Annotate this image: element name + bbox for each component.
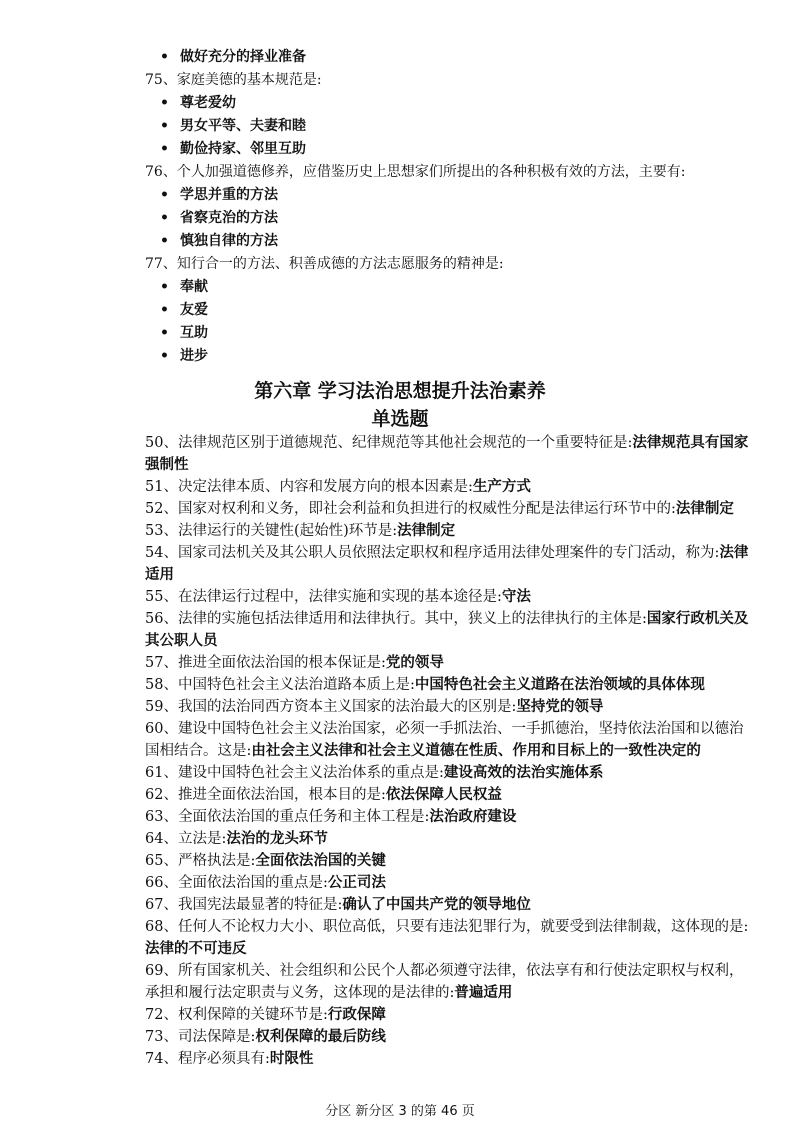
- answer-text: 法律制定: [397, 522, 456, 539]
- answer-text: 坚持党的领导: [516, 698, 604, 715]
- answer-text: 国家行政机关及其公职人员: [145, 610, 749, 649]
- qa-item: [145, 784, 757, 806]
- answer-text: 生产方式: [472, 478, 531, 495]
- question-line: 77、知行合一的方法、积善成德的方法志愿服务的精神是:: [145, 256, 504, 272]
- question-text: 57、推进全面依法治国的根本保证是:: [145, 655, 386, 671]
- bullet-icon: •: [160, 118, 169, 134]
- answer-text: 守法: [501, 588, 531, 605]
- question-text: 50、法律规范区别于道德规范、纪律规范等其他社会规范的一个重要特征是:: [145, 435, 633, 451]
- qa-item: [145, 1026, 757, 1048]
- bullet-icon: •: [160, 210, 169, 226]
- question-text: 73、司法保障是:: [145, 1029, 256, 1045]
- question-text: 58、中国特色社会主义法治道路本质上是:: [145, 677, 415, 693]
- list-item: [160, 48, 306, 66]
- question-text: 54、国家司法机关及其公职人员依照法定职权和程序适用法律处理案件的专门活动，称为:: [145, 545, 720, 561]
- qa-item: [145, 498, 757, 520]
- list-item: [160, 324, 208, 342]
- qa-item: [145, 674, 757, 696]
- page-footer: 分区 新分区 3 的第 46 页: [325, 1104, 475, 1119]
- question-text: 59、我国的法治同西方资本主义国家的法治最大的区别是:: [145, 699, 517, 715]
- question-text: 53、法律运行的关键性(起始性)环节是:: [145, 523, 398, 539]
- question-line: 76、个人加强道德修养，应借鉴历史上思想家们所提出的各种积极有效的方法，主要有:: [145, 164, 686, 180]
- qa-item: [145, 608, 757, 652]
- question-line: 75、家庭美德的基本规范是:: [145, 72, 322, 88]
- question-text: 61、建设中国特色社会主义法治体系的重点是:: [145, 765, 444, 781]
- answer-text: 党的领导: [385, 654, 444, 671]
- chapter-title: 第六章 学习法治思想提升法治素养: [254, 380, 546, 402]
- qa-item: [145, 894, 757, 916]
- answer-text: 法治政府建设: [429, 808, 517, 825]
- bullet-icon: •: [160, 141, 169, 157]
- list-item: [160, 347, 208, 365]
- bullet-icon: •: [160, 187, 169, 203]
- list-item: [160, 117, 306, 135]
- bullet-text: 尊老爱幼: [180, 95, 236, 111]
- question-text: 51、决定法律本质、内容和发展方向的根本因素是:: [145, 479, 473, 495]
- list-item: [160, 140, 306, 158]
- list-item: [160, 301, 208, 319]
- question-text: 68、任何人不论权力大小、职位高低，只要有违法犯罪行为，就要受到法律制裁，这体现的是:: [145, 919, 749, 935]
- qa-item: [145, 718, 757, 762]
- qa-item: [145, 872, 757, 894]
- answer-text: 行政保障: [327, 1006, 386, 1023]
- answer-text: 由社会主义法律和社会主义道德在性质、作用和目标上的一致性决定的: [251, 742, 701, 759]
- bullet-icon: •: [160, 348, 169, 364]
- qa-item: [145, 542, 757, 586]
- list-item: [160, 278, 208, 296]
- answer-text: 权利保障的最后防线: [255, 1028, 386, 1045]
- qa-item: [145, 806, 757, 828]
- qa-item: [145, 916, 757, 960]
- answer-text: 法治的龙头环节: [226, 830, 328, 847]
- answer-text: 法律适用: [145, 544, 749, 583]
- question-text: 65、严格执法是:: [145, 853, 256, 869]
- list-item: [160, 94, 236, 112]
- bullet-text: 友爱: [180, 302, 208, 318]
- question-text: 67、我国宪法最显著的特征是:: [145, 897, 343, 913]
- bullet-icon: •: [160, 49, 169, 65]
- answer-text: 法律规范具有国家强制性: [145, 434, 749, 473]
- section-title: 单选题: [371, 408, 429, 430]
- bullet-icon: •: [160, 302, 169, 318]
- bullet-text: 勤俭持家、邻里互助: [180, 141, 306, 157]
- qa-item: [145, 696, 757, 718]
- answer-text: 建设高效的法治实施体系: [443, 764, 604, 781]
- bullet-icon: •: [160, 279, 169, 295]
- question-text: 52、国家对权利和义务，即社会利益和负担进行的权威性分配是法律运行环节中的:: [145, 501, 676, 517]
- bullet-text: 男女平等、夫妻和睦: [180, 118, 306, 134]
- bullet-text: 进步: [180, 348, 208, 364]
- question-text: 72、权利保障的关键环节是:: [145, 1007, 328, 1023]
- question-text: 64、立法是:: [145, 831, 227, 847]
- question-text: 60、建设中国特色社会主义法治国家，必须一手抓法治、一手抓德治，坚持依法治国和以德治国相结合。这是:: [145, 721, 744, 759]
- qa-item: [145, 476, 757, 498]
- qa-item: [145, 1048, 757, 1070]
- answer-text: 时限性: [269, 1050, 314, 1067]
- qa-item: [145, 586, 757, 608]
- answer-text: 公正司法: [327, 874, 386, 891]
- bullet-text: 省察克治的方法: [180, 210, 278, 226]
- question-text: 62、推进全面依法治国，根本目的是:: [145, 787, 386, 803]
- question-text: 69、所有国家机关、社会组织和公民个人都必须遵守法律，依法享有和行使法定职权与权利，承担和履行法定职责与义务，这体现的是法律的:: [145, 963, 744, 1001]
- qa-item: [145, 1004, 757, 1026]
- bullet-text: 互助: [180, 325, 208, 341]
- question-text: 66、全面依法治国的重点是:: [145, 875, 328, 891]
- qa-item: [145, 520, 757, 542]
- question-text: 56、法律的实施包括法律适用和法律执行。其中，狭义上的法律执行的主体是:: [145, 611, 647, 627]
- bullet-text: 学思并重的方法: [180, 187, 278, 203]
- question-text: 63、全面依法治国的重点任务和主体工程是:: [145, 809, 430, 825]
- bullet-icon: •: [160, 233, 169, 249]
- answer-text: 法律制定: [675, 500, 734, 517]
- question-text: 74、程序必须具有:: [145, 1051, 270, 1067]
- qa-item: [145, 960, 757, 1004]
- qa-item: [145, 850, 757, 872]
- bullet-text: 慎独自律的方法: [180, 233, 278, 249]
- answer-text: 确认了中国共产党的领导地位: [342, 896, 531, 913]
- qa-item: [145, 432, 757, 476]
- bullet-text: 做好充分的择业准备: [180, 49, 306, 65]
- list-item: [160, 232, 278, 250]
- list-item: [160, 209, 278, 227]
- answer-text: 依法保障人民权益: [385, 786, 502, 803]
- answer-text: 法律的不可违反: [145, 940, 247, 957]
- bullet-text: 奉献: [180, 279, 208, 295]
- qa-item: [145, 762, 757, 784]
- list-item: [160, 186, 278, 204]
- answer-text: 全面依法治国的关键: [255, 852, 386, 869]
- answer-text: 中国特色社会主义道路在法治领域的具体体现: [414, 676, 705, 693]
- answer-text: 普遍适用: [454, 984, 513, 1001]
- qa-item: [145, 652, 757, 674]
- question-text: 55、在法律运行过程中，法律实施和实现的基本途径是:: [145, 589, 502, 605]
- bullet-icon: •: [160, 95, 169, 111]
- qa-item: [145, 828, 757, 850]
- bullet-icon: •: [160, 325, 169, 341]
